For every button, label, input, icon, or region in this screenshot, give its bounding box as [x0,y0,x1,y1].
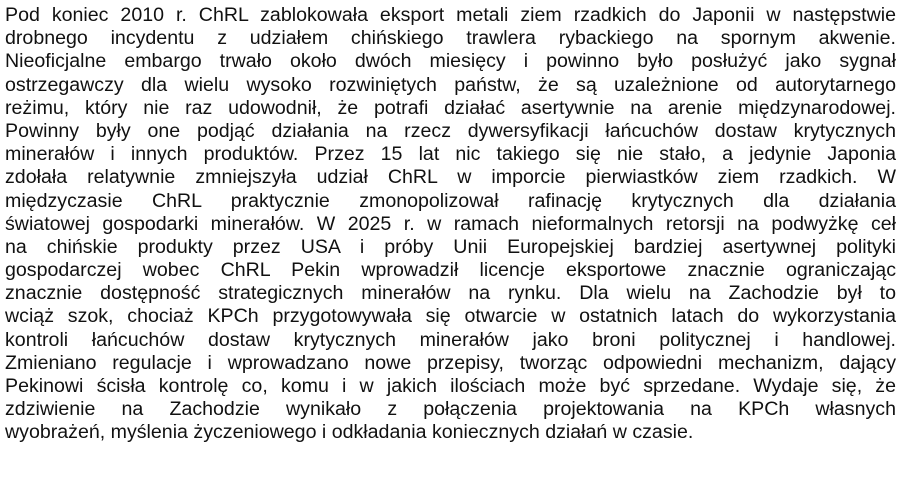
document-paragraph [5,4,896,445]
text-line: minerałów i innych produktów. Przez 15 lat nic takiego się nie stało, a jedynie Japonia [5,143,896,166]
text-line: reżimu, który nie raz udowodnił, że potrafi działać asertywnie na arenie międzynarodowej. [5,96,896,119]
text-line: znacznie dostępność strategicznych minerałów na rynku. Dla wielu na Zachodzie był to [5,282,896,305]
text-line: gospodarczej wobec ChRL Pekin wprowadził licencje eksportowe znacznie ograniczając [5,259,896,282]
text-line: Pod koniec 2010 r. ChRL zablokowała eksport metali ziem rzadkich do Japonii w następstwie [5,4,896,26]
text-line: kontroli łańcuchów dostaw krytycznych minerałów jako broni politycznej i handlowej. [5,328,896,351]
text-line: drobnego incydentu z udziałem chińskiego trawlera rybackiego na spornym akwenie. [5,27,896,50]
text-line: zdziwienie na Zachodzie wynikało z połączenia projektowania na KPCh własnych [5,398,896,421]
text-line: Zmieniano regulacje i wprowadzano nowe przepisy, tworząc odpowiedni mechanizm, dający [5,351,896,374]
text-line: wyobrażeń, myślenia życzeniowego i odkładania koniecznych działań w czasie. [5,421,694,444]
text-line: wciąż szok, chociaż KPCh przygotowywała się otwarcie w ostatnich latach do wykorzystania [5,305,896,328]
text-line: na chińskie produkty przez USA i próby Unii Europejskiej bardziej asertywnej polityki [5,235,896,258]
text-line: ostrzegawczy dla wielu wysoko rozwiniętych państw, że są uzależnione od autorytarnego [5,73,896,96]
text-line: zdołała relatywnie zmniejszyła udział ChRL w imporcie pierwiastków ziem rzadkich. W [5,166,896,189]
text-line: Powinny były one podjąć działania na rzecz dywersyfikacji łańcuchów dostaw krytycznych [5,119,896,142]
text-line: Nieoficjalne embargo trwało około dwóch miesięcy i powinno było posłużyć jako sygnał [5,50,896,73]
text-line: międzyczasie ChRL praktycznie zmonopolizował rafinację krytycznych dla działania [5,189,896,212]
text-line: światowej gospodarki minerałów. W 2025 r. w ramach nieformalnych retorsji na podwyżkę ceł [5,212,896,235]
text-line: Pekinowi ścisła kontrolę co, komu i w jakich ilościach może być sprzedane. Wydaje się, że [5,375,896,397]
